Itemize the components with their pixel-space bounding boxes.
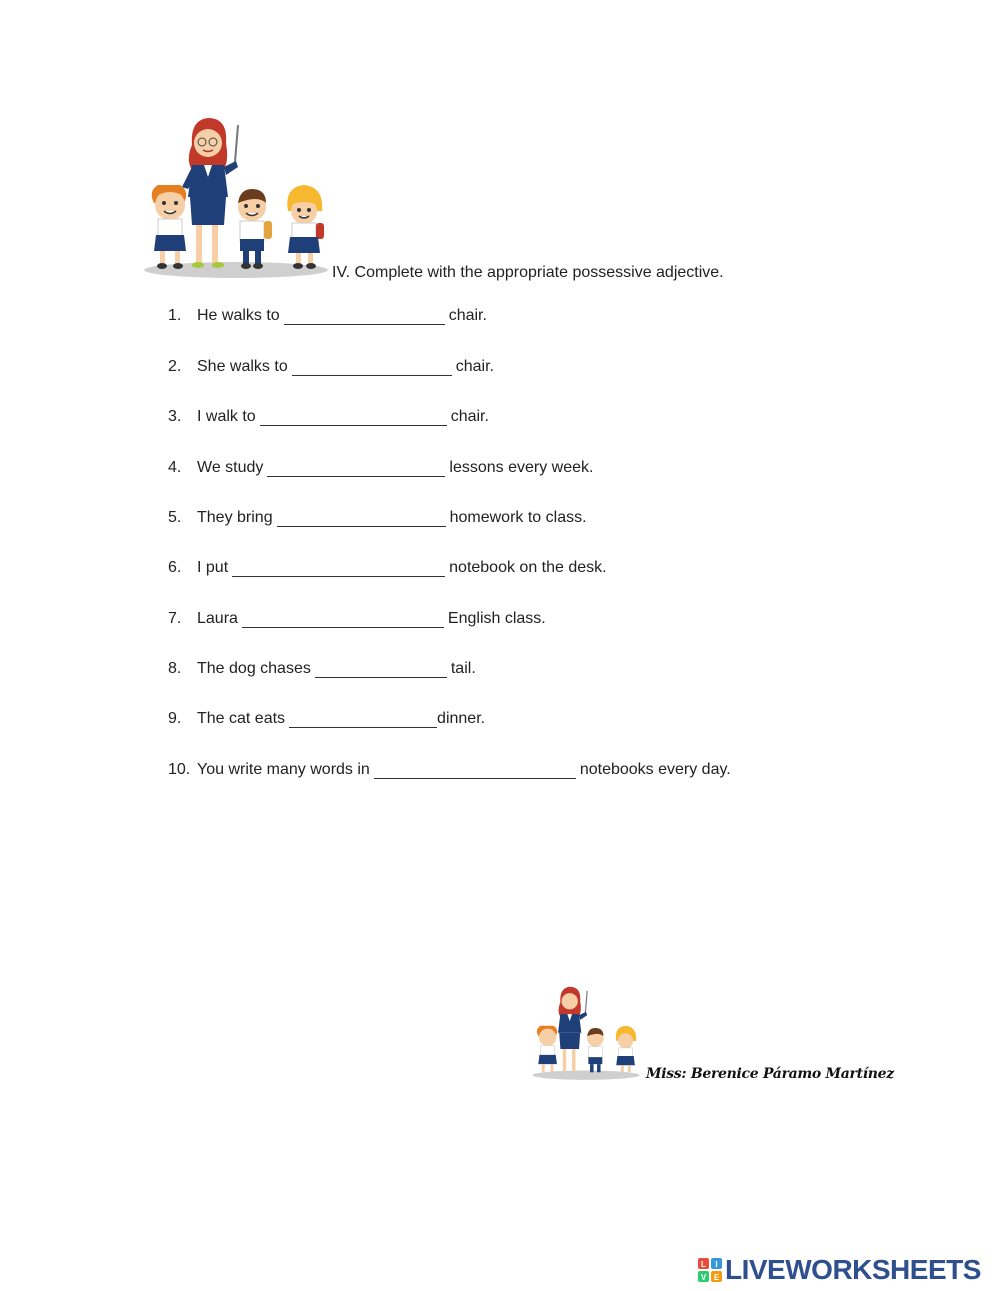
question-item <box>168 408 489 426</box>
question-item <box>168 610 546 628</box>
item-text-after: homework to class. <box>449 509 587 526</box>
item-number: 5. <box>168 509 182 526</box>
item-text-after: chair. <box>448 307 487 324</box>
answer-blank-input[interactable] <box>315 661 447 678</box>
item-number: 9. <box>168 710 182 727</box>
boy-figure <box>238 189 272 269</box>
worksheet-instruction: IV. Complete with the appropriate possessive adjective. <box>332 264 724 281</box>
question-item <box>168 459 593 477</box>
teacher-children-illustration <box>140 115 332 280</box>
item-text-before: I put <box>197 559 229 576</box>
answer-blank-input[interactable] <box>267 460 445 477</box>
teacher-figure <box>182 118 238 268</box>
item-number: 1. <box>168 307 182 324</box>
teacher-signature: Miss: Berenice Páramo Martínez <box>646 1066 894 1082</box>
teacher-children-small-image <box>530 985 642 1081</box>
logo-letter-e: E <box>713 1273 720 1282</box>
teacher-children-small-illustration <box>530 985 642 1081</box>
logo-letter-l: L <box>701 1260 706 1269</box>
item-text-before: The cat eats <box>197 710 286 727</box>
item-number: 2. <box>168 358 182 375</box>
item-number: 7. <box>168 610 182 627</box>
question-item <box>168 559 607 577</box>
answer-blank-input[interactable] <box>374 762 576 779</box>
answer-blank-input[interactable] <box>289 711 437 728</box>
item-text-before: The dog chases <box>197 660 311 677</box>
liveworksheets-logo[interactable] <box>698 1254 981 1286</box>
question-item <box>168 710 485 728</box>
item-text-before: Laura <box>197 610 238 627</box>
question-item <box>168 307 487 325</box>
item-number: 6. <box>168 559 182 576</box>
girl-left-figure <box>152 185 187 269</box>
question-item <box>168 660 476 678</box>
answer-blank-input[interactable] <box>277 510 446 527</box>
teacher-children-image <box>140 115 332 280</box>
item-text-after: chair. <box>455 358 494 375</box>
liveworksheets-logo-text: LIVEWORKSHEETS <box>725 1254 981 1285</box>
item-number: 8. <box>168 660 182 677</box>
item-text-before: We study <box>197 459 264 476</box>
item-number: 3. <box>168 408 182 425</box>
item-text-before: I walk to <box>197 408 256 425</box>
item-text-after: notebook on the desk. <box>449 559 607 576</box>
item-number: 10. <box>168 761 191 778</box>
item-text-after: notebooks every day. <box>579 761 731 778</box>
item-text-after: lessons every week. <box>449 459 594 476</box>
liveworksheets-logo-icon <box>698 1258 722 1282</box>
item-text-before: You write many words in <box>197 761 370 778</box>
answer-blank-input[interactable] <box>260 409 447 426</box>
item-text-after: tail. <box>450 660 476 677</box>
answer-blank-input[interactable] <box>292 359 452 376</box>
question-item <box>168 358 494 376</box>
answer-blank-input[interactable] <box>232 560 445 577</box>
item-text-after: English class. <box>447 610 546 627</box>
item-text-before: He walks to <box>197 307 280 324</box>
question-item <box>168 761 731 779</box>
item-text-before: They bring <box>197 509 273 526</box>
answer-blank-input[interactable] <box>242 611 444 628</box>
logo-letter-i: I <box>715 1260 718 1269</box>
girl-right-figure <box>287 185 324 269</box>
item-text-after: chair. <box>450 408 489 425</box>
item-text-after: dinner. <box>437 710 486 727</box>
item-number: 4. <box>168 459 182 476</box>
question-item <box>168 509 587 527</box>
item-text-before: She walks to <box>197 358 288 375</box>
answer-blank-input[interactable] <box>284 308 445 325</box>
logo-letter-v: V <box>700 1273 707 1282</box>
